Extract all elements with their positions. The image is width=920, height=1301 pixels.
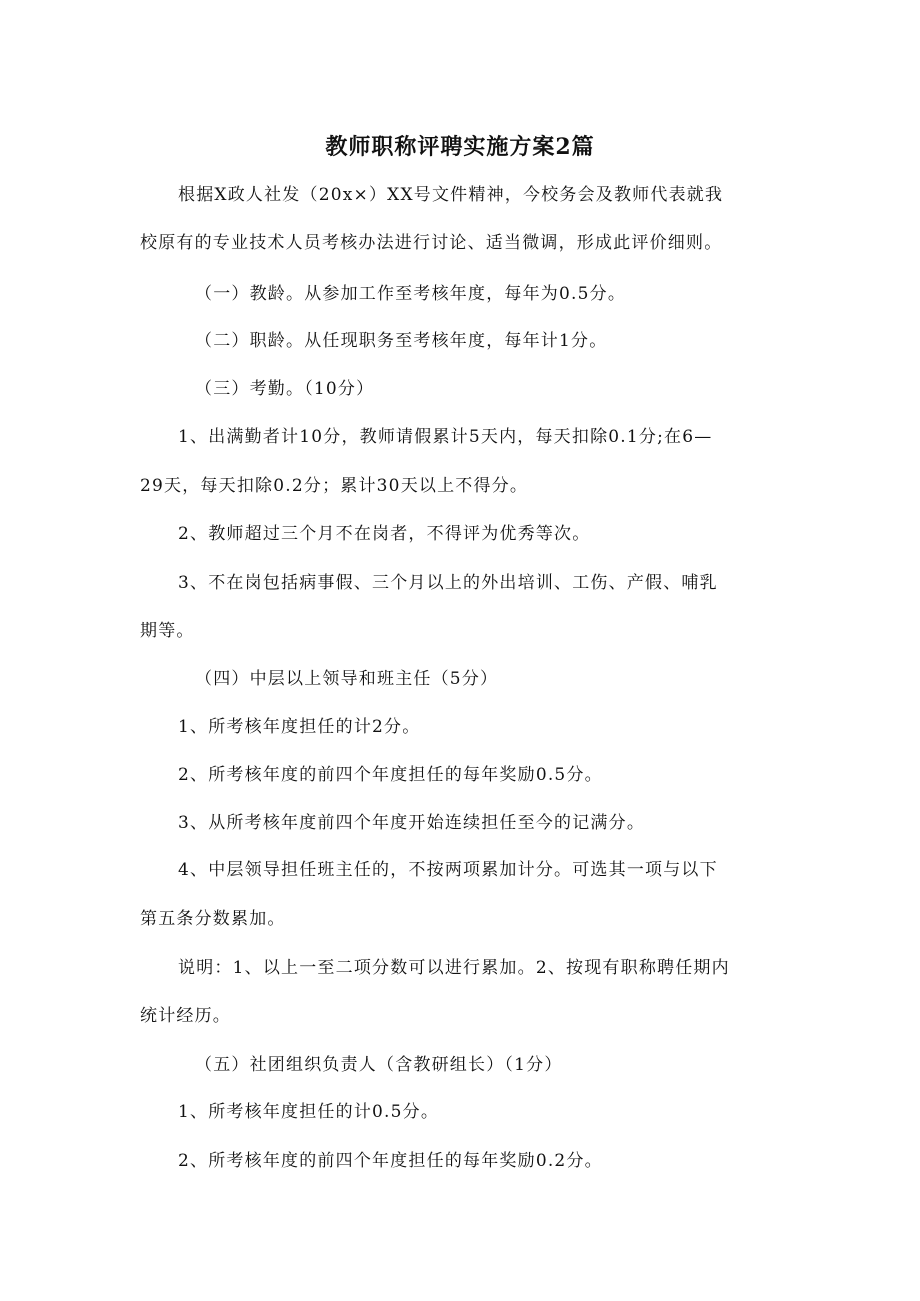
paragraph-line: 4、中层领导担任班主任的，不按两项累加计分。可选其一项与以下 — [178, 860, 718, 880]
section-heading: （二）职龄。从任现职务至考核年度，每年计1分。 — [195, 331, 608, 351]
note-line: 统计经历。 — [140, 1006, 231, 1026]
paragraph-line: 3、从所考核年度前四个年度开始连续担任至今的记满分。 — [178, 813, 646, 833]
paragraph-line: 2、所考核年度的前四个年度担任的每年奖励0.5分。 — [178, 765, 603, 785]
paragraph-line: 2、教师超过三个月不在岗者，不得评为优秀等次。 — [178, 524, 591, 544]
paragraph-line: 1、所考核年度担任的计2分。 — [178, 717, 421, 737]
paragraph-line: 校原有的专业技术人员考核办法进行讨论、适当微调，形成此评价细则。 — [140, 233, 723, 253]
section-heading: （一）教龄。从参加工作至考核年度，每年为0.5分。 — [195, 284, 627, 304]
paragraph-line: 3、不在岗包括病事假、三个月以上的外出培训、工伤、产假、哺乳 — [178, 573, 718, 593]
paragraph-line: 29天，每天扣除0.2分；累计30天以上不得分。 — [140, 476, 529, 496]
section-heading: （五）社团组织负责人（含教研组长）（1分） — [195, 1055, 563, 1075]
document-title: 教师职称评聘实施方案2篇 — [325, 134, 595, 160]
paragraph-line: 1、所考核年度担任的计0.5分。 — [178, 1102, 440, 1122]
paragraph-line: 2、所考核年度的前四个年度担任的每年奖励0.2分。 — [178, 1151, 603, 1171]
paragraph-line: 第五条分数累加。 — [140, 909, 286, 929]
paragraph-line: 1、出满勤者计10分，教师请假累计5天内，每天扣除0.1分;在6— — [178, 427, 713, 447]
paragraph-line: 根据X政人社发（20x×）XX号文件精神，今校务会及教师代表就我 — [178, 185, 724, 205]
section-heading: （三）考勤。（10分） — [195, 379, 375, 399]
section-heading: （四）中层以上领导和班主任（5分） — [195, 669, 499, 689]
note-line: 说明：1、以上一至二项分数可以进行累加。2、按现有职称聘任期内 — [178, 958, 730, 978]
paragraph-line: 期等。 — [140, 621, 195, 641]
